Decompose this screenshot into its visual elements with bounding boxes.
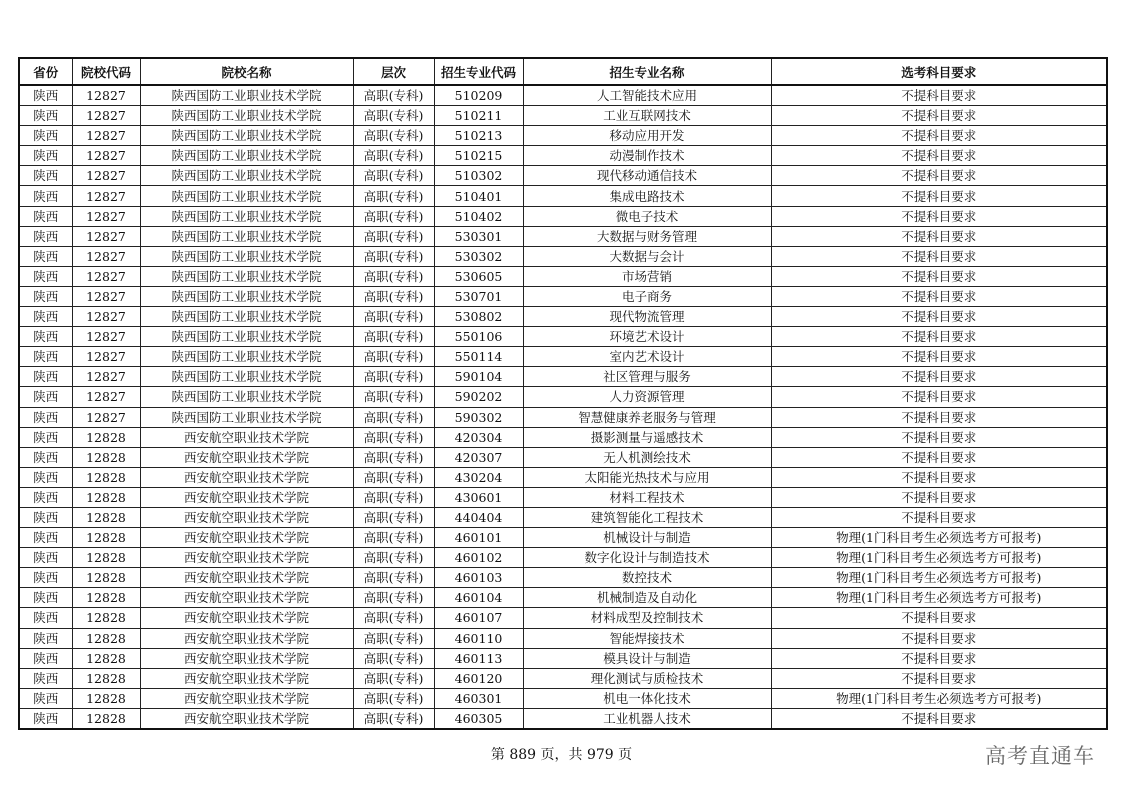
table-cell: 物理(1门科目考生必须选考方可报考) bbox=[771, 528, 1107, 548]
table-cell: 高职(专科) bbox=[353, 628, 434, 648]
table-cell: 西安航空职业技术学院 bbox=[140, 507, 353, 527]
column-header: 省份 bbox=[19, 58, 72, 85]
table-row bbox=[19, 166, 1107, 186]
table-cell: 高职(专科) bbox=[353, 266, 434, 286]
table-cell: 室内艺术设计 bbox=[523, 347, 771, 367]
table-cell: 物理(1门科目考生必须选考方可报考) bbox=[771, 548, 1107, 568]
table-cell: 高职(专科) bbox=[353, 487, 434, 507]
table-cell: 不提科目要求 bbox=[771, 327, 1107, 347]
table-cell: 12827 bbox=[72, 186, 140, 206]
table-cell: 数控技术 bbox=[523, 568, 771, 588]
table-row bbox=[19, 266, 1107, 286]
table-cell: 陕西 bbox=[19, 528, 72, 548]
table-cell: 材料工程技术 bbox=[523, 487, 771, 507]
page-number: 第 889 页，共 979 页 bbox=[490, 747, 633, 763]
table-cell: 460110 bbox=[434, 628, 523, 648]
table-row bbox=[19, 367, 1107, 387]
table-cell: 移动应用开发 bbox=[523, 126, 771, 146]
table-cell: 420307 bbox=[434, 447, 523, 467]
table-cell: 460113 bbox=[434, 648, 523, 668]
table-cell: 12827 bbox=[72, 206, 140, 226]
table-cell: 陕西 bbox=[19, 588, 72, 608]
table-cell: 不提科目要求 bbox=[771, 246, 1107, 266]
table-cell: 12828 bbox=[72, 668, 140, 688]
table-row bbox=[19, 548, 1107, 568]
table-cell: 陕西 bbox=[19, 226, 72, 246]
table-cell: 不提科目要求 bbox=[771, 367, 1107, 387]
table-cell: 12827 bbox=[72, 327, 140, 347]
table-row bbox=[19, 85, 1107, 106]
table-cell: 陕西 bbox=[19, 266, 72, 286]
table-cell: 不提科目要求 bbox=[771, 487, 1107, 507]
table-cell: 人工智能技术应用 bbox=[523, 85, 771, 106]
table-cell: 社区管理与服务 bbox=[523, 367, 771, 387]
column-header: 招生专业名称 bbox=[523, 58, 771, 85]
table-row bbox=[19, 467, 1107, 487]
watermark-logo: 高考直通车 bbox=[985, 744, 1095, 768]
table-cell: 高职(专科) bbox=[353, 106, 434, 126]
table-cell: 陕西国防工业职业技术学院 bbox=[140, 226, 353, 246]
table-cell: 510215 bbox=[434, 146, 523, 166]
table-cell: 高职(专科) bbox=[353, 608, 434, 628]
table-cell: 590104 bbox=[434, 367, 523, 387]
table-cell: 陕西 bbox=[19, 85, 72, 106]
table-cell: 陕西 bbox=[19, 126, 72, 146]
table-row bbox=[19, 286, 1107, 306]
table-cell: 不提科目要求 bbox=[771, 648, 1107, 668]
table-cell: 西安航空职业技术学院 bbox=[140, 568, 353, 588]
table-header bbox=[19, 58, 1107, 85]
table-cell: 460305 bbox=[434, 708, 523, 729]
table-cell: 西安航空职业技术学院 bbox=[140, 487, 353, 507]
table-cell: 高职(专科) bbox=[353, 588, 434, 608]
table-cell: 530301 bbox=[434, 226, 523, 246]
table-cell: 590202 bbox=[434, 387, 523, 407]
table-cell: 动漫制作技术 bbox=[523, 146, 771, 166]
table-cell: 12828 bbox=[72, 548, 140, 568]
table-cell: 陕西 bbox=[19, 367, 72, 387]
table-cell: 物理(1门科目考生必须选考方可报考) bbox=[771, 688, 1107, 708]
table-cell: 高职(专科) bbox=[353, 688, 434, 708]
table-cell: 陕西国防工业职业技术学院 bbox=[140, 186, 353, 206]
table-cell: 不提科目要求 bbox=[771, 126, 1107, 146]
table-cell: 无人机测绘技术 bbox=[523, 447, 771, 467]
table-cell: 高职(专科) bbox=[353, 286, 434, 306]
table-cell: 高职(专科) bbox=[353, 166, 434, 186]
table-cell: 高职(专科) bbox=[353, 427, 434, 447]
table-cell: 460120 bbox=[434, 668, 523, 688]
table-cell: 12828 bbox=[72, 467, 140, 487]
table-cell: 西安航空职业技术学院 bbox=[140, 588, 353, 608]
table-cell: 陕西 bbox=[19, 106, 72, 126]
table-cell: 陕西国防工业职业技术学院 bbox=[140, 126, 353, 146]
table-cell: 大数据与财务管理 bbox=[523, 226, 771, 246]
table-cell: 陕西 bbox=[19, 487, 72, 507]
table-cell: 不提科目要求 bbox=[771, 708, 1107, 729]
table-cell: 高职(专科) bbox=[353, 206, 434, 226]
table-cell: 机械制造及自动化 bbox=[523, 588, 771, 608]
table-row bbox=[19, 226, 1107, 246]
table-cell: 电子商务 bbox=[523, 286, 771, 306]
table-cell: 550114 bbox=[434, 347, 523, 367]
table-cell: 12827 bbox=[72, 266, 140, 286]
table-cell: 460102 bbox=[434, 548, 523, 568]
table-cell: 12827 bbox=[72, 367, 140, 387]
table-row bbox=[19, 146, 1107, 166]
table-cell: 不提科目要求 bbox=[771, 467, 1107, 487]
table-cell: 不提科目要求 bbox=[771, 507, 1107, 527]
table-row bbox=[19, 126, 1107, 146]
table-cell: 工业互联网技术 bbox=[523, 106, 771, 126]
table-cell: 模具设计与制造 bbox=[523, 648, 771, 668]
table-cell: 430204 bbox=[434, 467, 523, 487]
table-cell: 陕西国防工业职业技术学院 bbox=[140, 286, 353, 306]
table-cell: 陕西 bbox=[19, 327, 72, 347]
table-row bbox=[19, 487, 1107, 507]
table-cell: 不提科目要求 bbox=[771, 186, 1107, 206]
table-cell: 西安航空职业技术学院 bbox=[140, 608, 353, 628]
table-cell: 510401 bbox=[434, 186, 523, 206]
table-cell: 12828 bbox=[72, 648, 140, 668]
table-cell: 西安航空职业技术学院 bbox=[140, 447, 353, 467]
table-cell: 现代移动通信技术 bbox=[523, 166, 771, 186]
table-cell: 590302 bbox=[434, 407, 523, 427]
table-cell: 陕西 bbox=[19, 206, 72, 226]
table-cell: 510209 bbox=[434, 85, 523, 106]
table-cell: 不提科目要求 bbox=[771, 106, 1107, 126]
table-cell: 陕西 bbox=[19, 648, 72, 668]
table-cell: 12827 bbox=[72, 226, 140, 246]
table-cell: 不提科目要求 bbox=[771, 608, 1107, 628]
table-cell: 高职(专科) bbox=[353, 467, 434, 487]
table-cell: 陕西 bbox=[19, 628, 72, 648]
table-cell: 陕西 bbox=[19, 347, 72, 367]
table-row bbox=[19, 407, 1107, 427]
table-cell: 陕西国防工业职业技术学院 bbox=[140, 347, 353, 367]
table-cell: 机电一体化技术 bbox=[523, 688, 771, 708]
table-cell: 陕西 bbox=[19, 708, 72, 729]
table-cell: 高职(专科) bbox=[353, 407, 434, 427]
table-cell: 陕西国防工业职业技术学院 bbox=[140, 407, 353, 427]
table-cell: 西安航空职业技术学院 bbox=[140, 528, 353, 548]
table-cell: 西安航空职业技术学院 bbox=[140, 467, 353, 487]
header-row bbox=[19, 58, 1107, 85]
table-cell: 12827 bbox=[72, 387, 140, 407]
table-cell: 人力资源管理 bbox=[523, 387, 771, 407]
table-cell: 550106 bbox=[434, 327, 523, 347]
column-header: 层次 bbox=[353, 58, 434, 85]
table-cell: 陕西 bbox=[19, 246, 72, 266]
table-cell: 高职(专科) bbox=[353, 568, 434, 588]
table-cell: 12828 bbox=[72, 507, 140, 527]
admissions-table bbox=[18, 57, 1108, 730]
table-cell: 430601 bbox=[434, 487, 523, 507]
table-cell: 西安航空职业技术学院 bbox=[140, 427, 353, 447]
table-cell: 陕西 bbox=[19, 186, 72, 206]
table-cell: 西安航空职业技术学院 bbox=[140, 648, 353, 668]
table-cell: 高职(专科) bbox=[353, 347, 434, 367]
table-cell: 12827 bbox=[72, 146, 140, 166]
table-cell: 微电子技术 bbox=[523, 206, 771, 226]
table-cell: 高职(专科) bbox=[353, 708, 434, 729]
table-row bbox=[19, 427, 1107, 447]
table-row bbox=[19, 708, 1107, 729]
table-cell: 西安航空职业技术学院 bbox=[140, 708, 353, 729]
table-cell: 不提科目要求 bbox=[771, 407, 1107, 427]
table-cell: 530302 bbox=[434, 246, 523, 266]
table-cell: 太阳能光热技术与应用 bbox=[523, 467, 771, 487]
table-cell: 高职(专科) bbox=[353, 668, 434, 688]
table-cell: 530605 bbox=[434, 266, 523, 286]
table-row bbox=[19, 648, 1107, 668]
table-cell: 高职(专科) bbox=[353, 186, 434, 206]
table-cell: 高职(专科) bbox=[353, 447, 434, 467]
table-row bbox=[19, 608, 1107, 628]
table-row bbox=[19, 186, 1107, 206]
table-cell: 陕西 bbox=[19, 507, 72, 527]
table-row bbox=[19, 387, 1107, 407]
table-cell: 集成电路技术 bbox=[523, 186, 771, 206]
table-cell: 陕西国防工业职业技术学院 bbox=[140, 146, 353, 166]
table-cell: 不提科目要求 bbox=[771, 427, 1107, 447]
table-cell: 陕西国防工业职业技术学院 bbox=[140, 387, 353, 407]
table-cell: 西安航空职业技术学院 bbox=[140, 628, 353, 648]
table-row bbox=[19, 588, 1107, 608]
table-row bbox=[19, 628, 1107, 648]
table-cell: 智能焊接技术 bbox=[523, 628, 771, 648]
table-cell: 高职(专科) bbox=[353, 307, 434, 327]
table-cell: 高职(专科) bbox=[353, 507, 434, 527]
table-cell: 12827 bbox=[72, 407, 140, 427]
table-cell: 12827 bbox=[72, 166, 140, 186]
table-cell: 12828 bbox=[72, 447, 140, 467]
table-cell: 高职(专科) bbox=[353, 246, 434, 266]
table-cell: 高职(专科) bbox=[353, 648, 434, 668]
table-cell: 陕西国防工业职业技术学院 bbox=[140, 367, 353, 387]
table-cell: 12828 bbox=[72, 588, 140, 608]
table-cell: 12827 bbox=[72, 307, 140, 327]
table-cell: 不提科目要求 bbox=[771, 206, 1107, 226]
table-cell: 市场营销 bbox=[523, 266, 771, 286]
table-cell: 460107 bbox=[434, 608, 523, 628]
table-cell: 510213 bbox=[434, 126, 523, 146]
table-cell: 12828 bbox=[72, 487, 140, 507]
table-cell: 440404 bbox=[434, 507, 523, 527]
table-cell: 数字化设计与制造技术 bbox=[523, 548, 771, 568]
table-cell: 460104 bbox=[434, 588, 523, 608]
table-cell: 不提科目要求 bbox=[771, 347, 1107, 367]
table-cell: 摄影测量与遥感技术 bbox=[523, 427, 771, 447]
table-cell: 高职(专科) bbox=[353, 146, 434, 166]
table-cell: 西安航空职业技术学院 bbox=[140, 688, 353, 708]
table-cell: 环境艺术设计 bbox=[523, 327, 771, 347]
table-row bbox=[19, 568, 1107, 588]
table-cell: 材料成型及控制技术 bbox=[523, 608, 771, 628]
table-cell: 12827 bbox=[72, 347, 140, 367]
table-cell: 陕西 bbox=[19, 688, 72, 708]
table-cell: 510211 bbox=[434, 106, 523, 126]
table-cell: 460103 bbox=[434, 568, 523, 588]
table-cell: 陕西国防工业职业技术学院 bbox=[140, 85, 353, 106]
table-cell: 陕西 bbox=[19, 146, 72, 166]
table-row bbox=[19, 528, 1107, 548]
table-cell: 高职(专科) bbox=[353, 327, 434, 347]
table-cell: 高职(专科) bbox=[353, 387, 434, 407]
table-cell: 不提科目要求 bbox=[771, 85, 1107, 106]
table-cell: 不提科目要求 bbox=[771, 166, 1107, 186]
table-cell: 陕西国防工业职业技术学院 bbox=[140, 266, 353, 286]
column-header: 招生专业代码 bbox=[434, 58, 523, 85]
table-cell: 陕西 bbox=[19, 387, 72, 407]
table-cell: 不提科目要求 bbox=[771, 447, 1107, 467]
table-cell: 不提科目要求 bbox=[771, 226, 1107, 246]
table-cell: 不提科目要求 bbox=[771, 668, 1107, 688]
table-row bbox=[19, 246, 1107, 266]
table-cell: 陕西国防工业职业技术学院 bbox=[140, 246, 353, 266]
table-cell: 现代物流管理 bbox=[523, 307, 771, 327]
table-cell: 陕西 bbox=[19, 568, 72, 588]
table-cell: 高职(专科) bbox=[353, 126, 434, 146]
table-cell: 12827 bbox=[72, 286, 140, 306]
table-cell: 西安航空职业技术学院 bbox=[140, 668, 353, 688]
table-cell: 高职(专科) bbox=[353, 548, 434, 568]
table-cell: 510302 bbox=[434, 166, 523, 186]
table-cell: 陕西国防工业职业技术学院 bbox=[140, 327, 353, 347]
table-cell: 陕西 bbox=[19, 307, 72, 327]
table-cell: 陕西国防工业职业技术学院 bbox=[140, 307, 353, 327]
table-cell: 陕西 bbox=[19, 548, 72, 568]
table-cell: 530701 bbox=[434, 286, 523, 306]
column-header: 院校代码 bbox=[72, 58, 140, 85]
table-row bbox=[19, 327, 1107, 347]
table-cell: 陕西国防工业职业技术学院 bbox=[140, 106, 353, 126]
table-cell: 陕西 bbox=[19, 407, 72, 427]
table-row bbox=[19, 688, 1107, 708]
table-cell: 12828 bbox=[72, 528, 140, 548]
table-cell: 不提科目要求 bbox=[771, 307, 1107, 327]
table-cell: 陕西国防工业职业技术学院 bbox=[140, 206, 353, 226]
table-cell: 物理(1门科目考生必须选考方可报考) bbox=[771, 568, 1107, 588]
table-cell: 工业机器人技术 bbox=[523, 708, 771, 729]
table-row bbox=[19, 507, 1107, 527]
table-row bbox=[19, 447, 1107, 467]
table-cell: 物理(1门科目考生必须选考方可报考) bbox=[771, 588, 1107, 608]
table-cell: 不提科目要求 bbox=[771, 146, 1107, 166]
table-row bbox=[19, 206, 1107, 226]
table-cell: 460101 bbox=[434, 528, 523, 548]
table-cell: 12828 bbox=[72, 608, 140, 628]
table-body bbox=[19, 85, 1107, 729]
table-cell: 陕西 bbox=[19, 467, 72, 487]
table-cell: 12827 bbox=[72, 85, 140, 106]
table-cell: 530802 bbox=[434, 307, 523, 327]
table-row bbox=[19, 106, 1107, 126]
table-cell: 陕西 bbox=[19, 166, 72, 186]
table-cell: 12827 bbox=[72, 106, 140, 126]
table-cell: 高职(专科) bbox=[353, 85, 434, 106]
table-row bbox=[19, 668, 1107, 688]
table-cell: 12828 bbox=[72, 708, 140, 729]
table-row bbox=[19, 347, 1107, 367]
table-cell: 420304 bbox=[434, 427, 523, 447]
table-cell: 高职(专科) bbox=[353, 528, 434, 548]
table-cell: 高职(专科) bbox=[353, 226, 434, 246]
table-cell: 12828 bbox=[72, 688, 140, 708]
table-cell: 12828 bbox=[72, 628, 140, 648]
table-cell: 陕西 bbox=[19, 447, 72, 467]
table-cell: 12828 bbox=[72, 568, 140, 588]
table-cell: 西安航空职业技术学院 bbox=[140, 548, 353, 568]
table-cell: 理化测试与质检技术 bbox=[523, 668, 771, 688]
table-cell: 不提科目要求 bbox=[771, 286, 1107, 306]
table-cell: 510402 bbox=[434, 206, 523, 226]
table-cell: 智慧健康养老服务与管理 bbox=[523, 407, 771, 427]
table-cell: 陕西国防工业职业技术学院 bbox=[140, 166, 353, 186]
table-cell: 机械设计与制造 bbox=[523, 528, 771, 548]
table-cell: 陕西 bbox=[19, 286, 72, 306]
table-cell: 12827 bbox=[72, 246, 140, 266]
table-row bbox=[19, 307, 1107, 327]
table-cell: 陕西 bbox=[19, 427, 72, 447]
table-cell: 不提科目要求 bbox=[771, 387, 1107, 407]
table-cell: 建筑智能化工程技术 bbox=[523, 507, 771, 527]
column-header: 院校名称 bbox=[140, 58, 353, 85]
table-cell: 陕西 bbox=[19, 668, 72, 688]
column-header: 选考科目要求 bbox=[771, 58, 1107, 85]
table-cell: 不提科目要求 bbox=[771, 628, 1107, 648]
table-cell: 大数据与会计 bbox=[523, 246, 771, 266]
table-cell: 高职(专科) bbox=[353, 367, 434, 387]
table-cell: 12828 bbox=[72, 427, 140, 447]
table-cell: 460301 bbox=[434, 688, 523, 708]
table-cell: 不提科目要求 bbox=[771, 266, 1107, 286]
table-cell: 12827 bbox=[72, 126, 140, 146]
table-cell: 陕西 bbox=[19, 608, 72, 628]
